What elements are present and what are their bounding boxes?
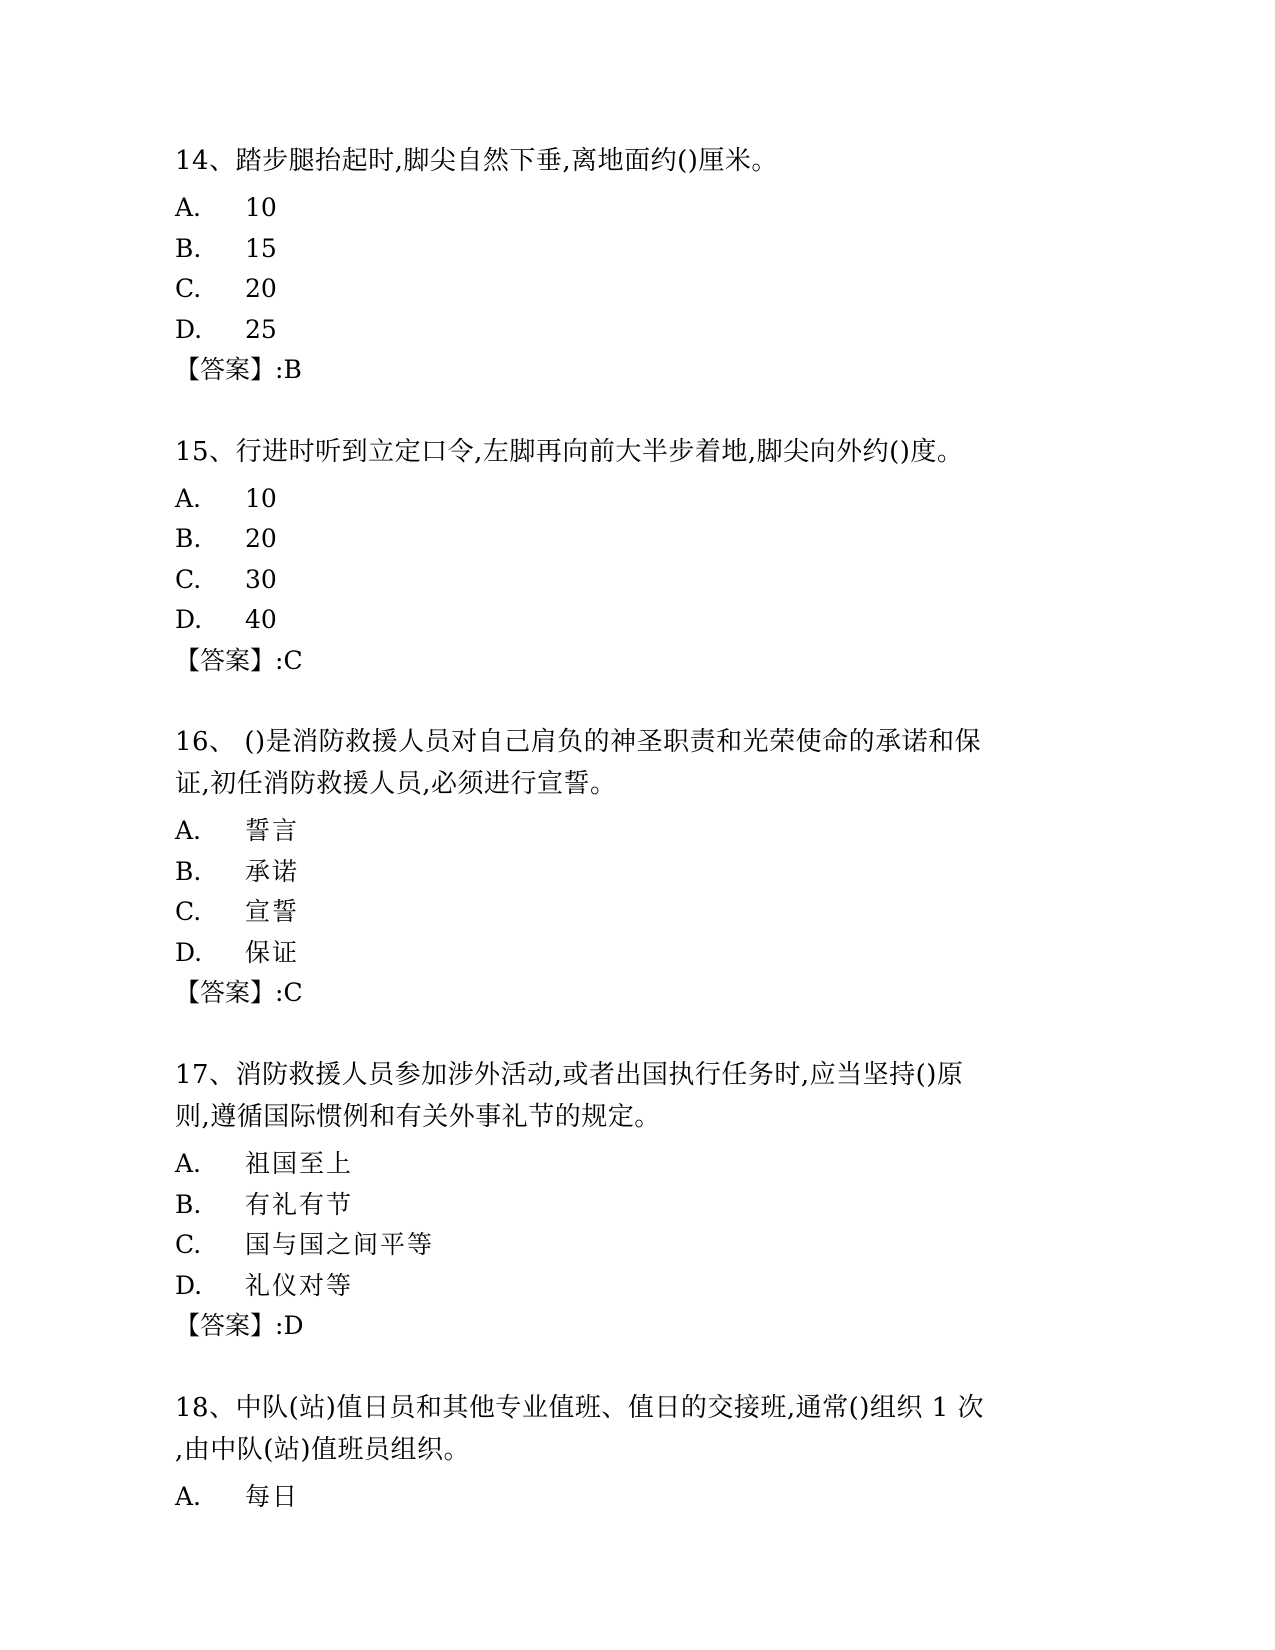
option-text: 承诺: [245, 856, 300, 886]
option-text: 40: [245, 605, 277, 635]
option-text: 10: [245, 483, 277, 513]
option-text: 国与国之间平等: [245, 1230, 435, 1260]
option-letter: C.: [175, 897, 202, 927]
option-letter: D.: [175, 605, 203, 635]
question-block-14: [175, 140, 1100, 391]
option-16-b[interactable]: [175, 852, 1100, 893]
question-stem-14: 14、踏步腿抬起时,脚尖自然下垂,离地面约()厘米。: [175, 146, 778, 176]
option-18-a[interactable]: [175, 1477, 1100, 1518]
answer-label: 【答案】:: [175, 355, 284, 385]
option-15-d[interactable]: [175, 600, 1100, 641]
option-text: 保证: [245, 937, 300, 967]
question-block-16: [175, 721, 1100, 1014]
option-list-15: [175, 479, 1100, 641]
option-text: 20: [245, 524, 277, 554]
answer-value: C: [283, 978, 304, 1008]
option-letter: D.: [175, 314, 203, 344]
question-stem-17: [175, 1054, 1020, 1138]
answer-line-17: [175, 1306, 1100, 1347]
option-16-a[interactable]: [175, 811, 1100, 852]
stem-line-2: ,由中队(站)值班员组织。: [175, 1434, 471, 1465]
option-text: 20: [245, 274, 277, 304]
stem-line-1: 18、中队(站)值日员和其他专业值班、值日的交接班,通常()组织 1 次: [175, 1392, 984, 1423]
option-17-b[interactable]: [175, 1185, 1100, 1226]
question-block-18: [175, 1387, 1100, 1518]
answer-value: B: [283, 355, 303, 385]
option-text: 每日: [245, 1481, 300, 1511]
option-letter: A.: [175, 1149, 202, 1179]
answer-line-14: [175, 350, 1100, 391]
option-letter: B.: [175, 1189, 202, 1219]
option-text: 15: [245, 233, 277, 263]
option-text: 10: [245, 193, 277, 223]
option-14-a[interactable]: [175, 188, 1100, 229]
option-text: 礼仪对等: [245, 1270, 354, 1300]
answer-line-16: [175, 973, 1100, 1014]
option-letter: B.: [175, 233, 202, 263]
answer-value: D: [283, 1311, 304, 1341]
option-text: 有礼有节: [245, 1189, 354, 1219]
question-stem-18: [175, 1387, 1020, 1471]
option-text: 30: [245, 564, 277, 594]
option-letter: A.: [175, 483, 202, 513]
option-text: 宣誓: [245, 897, 300, 927]
option-15-a[interactable]: [175, 479, 1100, 520]
option-letter: A.: [175, 816, 202, 846]
answer-label: 【答案】:: [175, 1311, 284, 1341]
option-letter: B.: [175, 856, 202, 886]
answer-value: C: [283, 645, 304, 675]
question-stem-16: [175, 721, 1020, 805]
option-list-16: [175, 811, 1100, 973]
answer-label: 【答案】:: [175, 978, 284, 1008]
option-14-d[interactable]: [175, 310, 1100, 351]
option-list-18: [175, 1477, 1100, 1518]
question-block-17: [175, 1054, 1100, 1347]
option-letter: C.: [175, 564, 202, 594]
option-letter: A.: [175, 1481, 202, 1511]
option-text: 祖国至上: [245, 1149, 354, 1179]
option-14-c[interactable]: [175, 269, 1100, 310]
option-16-d[interactable]: [175, 933, 1100, 974]
option-letter: D.: [175, 937, 203, 967]
option-text: 誓言: [245, 816, 300, 846]
stem-line-1: 17、消防救援人员参加涉外活动,或者出国执行任务时,应当坚持()原: [175, 1059, 964, 1090]
stem-line-1: 16、 ()是消防救援人员对自己肩负的神圣职责和光荣使命的承诺和保: [175, 727, 982, 758]
option-list-14: [175, 188, 1100, 350]
option-14-b[interactable]: [175, 229, 1100, 270]
option-text: 25: [245, 314, 277, 344]
option-letter: A.: [175, 193, 202, 223]
option-list-17: [175, 1144, 1100, 1306]
option-17-d[interactable]: [175, 1266, 1100, 1307]
stem-line-2: 则,遵循国际惯例和有关外事礼节的规定。: [175, 1102, 661, 1133]
option-letter: C.: [175, 274, 202, 304]
option-letter: C.: [175, 1230, 202, 1260]
option-17-c[interactable]: [175, 1225, 1100, 1266]
option-letter: D.: [175, 1270, 203, 1300]
answer-line-15: [175, 641, 1100, 682]
stem-line-2: 证,初任消防救援人员,必须进行宣誓。: [175, 769, 617, 800]
option-15-c[interactable]: [175, 560, 1100, 601]
option-letter: B.: [175, 524, 202, 554]
option-17-a[interactable]: [175, 1144, 1100, 1185]
question-block-15: [175, 431, 1100, 682]
option-16-c[interactable]: [175, 892, 1100, 933]
question-stem-15: 15、行进时听到立定口令,左脚再向前大半步着地,脚尖向外约()度。: [175, 436, 964, 467]
answer-label: 【答案】:: [175, 645, 284, 675]
option-15-b[interactable]: [175, 519, 1100, 560]
